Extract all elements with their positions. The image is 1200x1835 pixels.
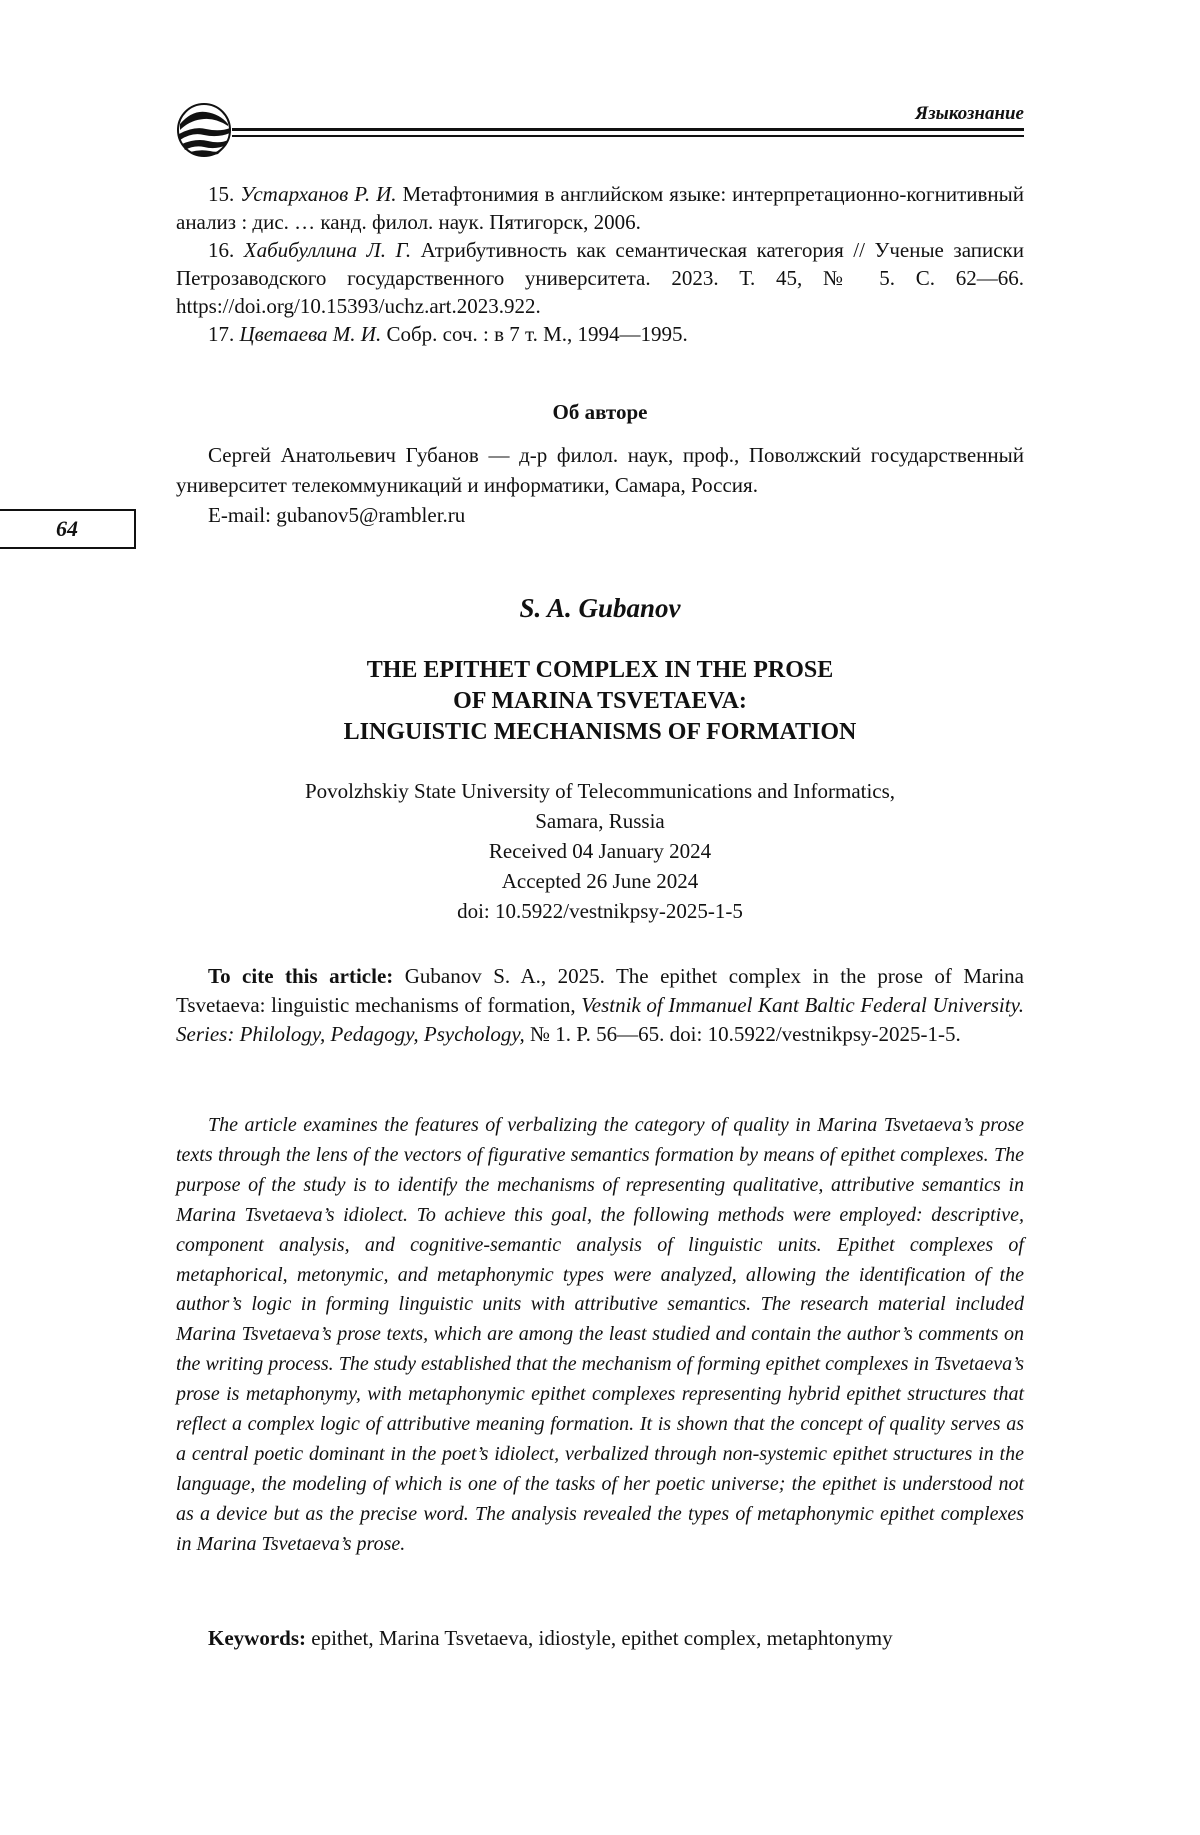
header-rule-thick [232, 128, 1024, 131]
about-author-heading: Об авторе [552, 400, 648, 424]
reference-author: Цветаева М. И. [239, 322, 382, 346]
abstract-text: The article examines the features of verbalizing the category of quality in Marina Tsvetaeva’s prose texts through the lens of the vectors of figurative semantics formation by means of epithet complexes. The purpose of the study is to identify the mechanisms of representing qualitative, attributive semantics in Marina Tsvetaeva’s idiolect. To achieve this goal, the following methods were employed: descriptive, component analysis, and cognitive-semantic analysis of linguistic units. Epithet complexes of metaphorical, metonymic, and metaphonymic types were analyzed, allowing the identification of the author’s logic in forming linguistic units with attributive semantics. The research material included Marina Tsvetaeva’s prose texts, which are among the least studied and contain the author’s comments on the writing process. The study established that the mechanism of forming epithet complexes in Tsvetaeva’s prose is metaphonymy, with metaphonymic epithet complexes representing hybrid epithet structures that reflect a complex logic of attributive meaning formation. It is shown that the concept of quality serves as a central poetic dominant in the poet’s idiolect, verbalized through non-systemic epithet structures in the language, the modeling of which is one of the tasks of her poetic universe; the epithet is understood not as a device but as the precise word. The analysis revealed the types of metaphonymic epithet complexes in Marina Tsvetaeva’s prose. [176, 1114, 1024, 1555]
accepted-date: Accepted 26 June 2024 [501, 869, 699, 893]
reference-item [176, 180, 1024, 236]
citation-block [176, 962, 1024, 1049]
keywords-text: epithet, Marina Tsvetaeva, idiostyle, epithet complex, metaphtonymy [311, 1626, 893, 1650]
affiliation-line: Povolzhskiy State University of Telecommunications and Informatics, [304, 779, 896, 803]
reference-text: Атрибутивность как семантическая категория // Ученые записки Петрозаводского государственного университета. 2023. Т. 45, № 5. С. 62—66. https://doi.org/10.15393/uchz.art.2023.922. [176, 238, 1024, 318]
about-author-block [176, 440, 1024, 530]
keywords-block [176, 1624, 1024, 1653]
abstract-block [176, 1111, 1024, 1560]
author-email: E-mail: gubanov5@rambler.ru [208, 503, 466, 527]
running-header-section: Языкознание [915, 103, 1024, 124]
reference-item [176, 236, 1024, 320]
citation-main: Gubanov S. A., 2025. The epithet complex in the prose of Marina Tsvetaeva: linguistic mechanisms of formation, [176, 964, 1024, 1017]
about-author-text: Сергей Анатольевич Губанов — д-р филол. наук, проф., Поволжский государственный университет телекоммуникаций и информатики, Самара, Россия. [176, 443, 1024, 497]
reference-number: 16. [208, 238, 235, 262]
citation-text [176, 962, 1024, 1049]
reference-text: Метафтонимия в английском языке: интерпретационно-когнитивный анализ : дис. … канд. филол. наук. Пятигорск, 2006. [176, 182, 1025, 234]
citation-label: To cite this article: [208, 964, 394, 988]
english-author-name: S. A. Gubanov [519, 593, 681, 623]
wave-globe-logo-icon [176, 100, 236, 160]
reference-number: 17. [208, 322, 235, 346]
title-line: LINGUISTIC MECHANISMS OF FORMATION [343, 719, 857, 745]
title-line: THE EPITHET COMPLEX IN THE PROSE [366, 657, 834, 683]
citation-journal: Vestnik of Immanuel Kant Baltic Federal University. Series: Philology, Pedagogy, Psychology, [176, 993, 1025, 1046]
keywords-line [176, 1624, 1024, 1653]
article-title [176, 655, 1024, 748]
affiliation-block [176, 776, 1024, 926]
keywords-label: Keywords: [208, 1626, 306, 1650]
affiliation-line: Samara, Russia [535, 809, 665, 833]
reference-author: Хабибуллина Л. Г. [243, 238, 412, 262]
reference-number: 15. [208, 182, 235, 206]
reference-list [176, 180, 1024, 348]
page-number: 64 [56, 516, 78, 541]
reference-text: Собр. соч. : в 7 т. М., 1994—1995. [386, 322, 688, 346]
page-number-box [0, 509, 136, 549]
title-line: OF MARINA TSVETAEVA: [453, 688, 747, 714]
reference-author: Устарханов Р. И. [240, 182, 397, 206]
article-doi: doi: 10.5922/vestnikpsy-2025-1-5 [457, 899, 743, 923]
reference-item [176, 320, 1024, 348]
citation-tail: № 1. P. 56—65. doi: 10.5922/vestnikpsy-2025-1-5. [530, 1022, 961, 1046]
header-rule-thin [232, 135, 1024, 137]
received-date: Received 04 January 2024 [488, 839, 712, 863]
